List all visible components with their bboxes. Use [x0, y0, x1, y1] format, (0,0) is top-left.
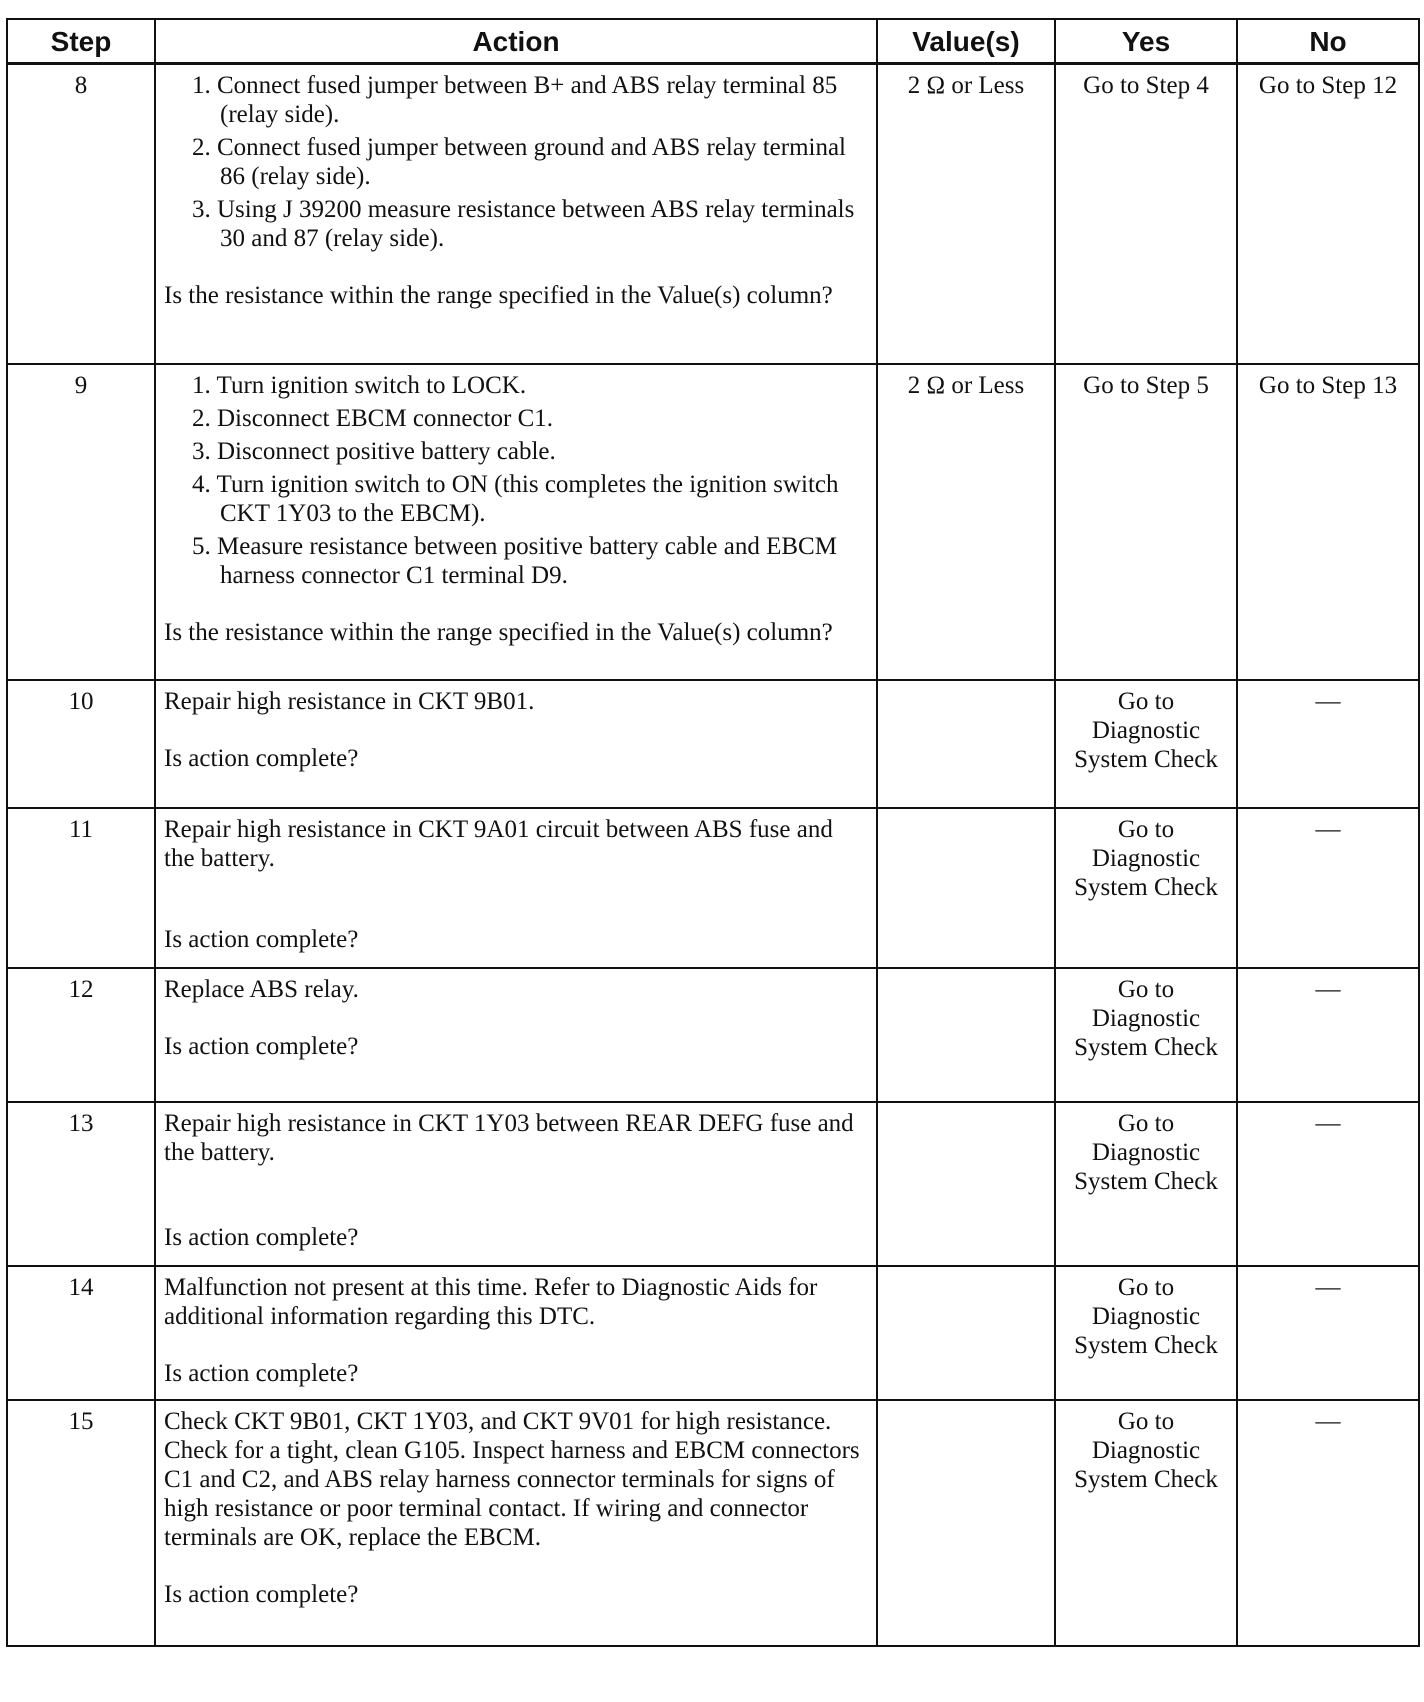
yes-cell: Go to Step 5 — [1055, 364, 1237, 680]
action-question: Is action complete? — [164, 925, 359, 953]
substep: 5. Measure resistance between positive battery cable and EBCM harness connector C1 terminal D9. — [192, 532, 837, 589]
table-row — [7, 1102, 1419, 1266]
action-cell — [155, 64, 877, 364]
action-cell — [155, 1102, 877, 1266]
action-text: Repair high resistance in CKT 9B01. — [164, 687, 535, 715]
no-cell: — — [1237, 1102, 1419, 1266]
step-number: 9 — [7, 364, 155, 680]
step-number: 14 — [7, 1266, 155, 1400]
substep: 2. Disconnect EBCM connector C1. — [192, 404, 554, 432]
no-cell: — — [1237, 808, 1419, 968]
substep: 3. Using J 39200 measure resistance between ABS relay terminals 30 and 87 (relay side). — [192, 196, 855, 252]
action-cell — [155, 680, 877, 808]
value-cell — [877, 1400, 1055, 1646]
action-question: Is action complete? — [164, 1032, 359, 1060]
action-question: Is the resistance within the range specified in the Value(s) column? — [164, 618, 833, 646]
action-text: Malfunction not present at this time. Refer to Diagnostic Aids for additional information regarding this DTC. — [164, 1273, 818, 1330]
substep: 4. Turn ignition switch to ON (this completes the ignition switch CKT 1Y03 to the EBCM). — [192, 470, 839, 527]
action-text: Repair high resistance in CKT 9A01 circuit between ABS fuse and the battery. — [164, 815, 833, 872]
diagnostic-table — [6, 18, 1420, 1647]
table-row — [7, 64, 1419, 364]
action-text: Check CKT 9B01, CKT 1Y03, and CKT 9V01 for high resistance. Check for a tight, clean G105. Inspect harness and EBCM connectors C1 and C2, and ABS relay harness connector terminals for signs of high resistance or poor terminal contact. If wiring and connector terminals are OK, replace the EBCM. — [164, 1407, 860, 1551]
table-row — [7, 1400, 1419, 1646]
yes-cell: Go to Diagnostic System Check — [1055, 680, 1237, 808]
action-cell — [155, 364, 877, 680]
header-values: Value(s) — [877, 19, 1055, 64]
value-cell — [877, 968, 1055, 1102]
no-cell: — — [1237, 680, 1419, 808]
header-step: Step — [7, 19, 155, 64]
header-no: No — [1237, 19, 1419, 64]
value-cell — [877, 1102, 1055, 1266]
action-cell — [155, 1400, 877, 1646]
no-cell: — — [1237, 1266, 1419, 1400]
step-number: 11 — [7, 808, 155, 968]
action-cell — [155, 808, 877, 968]
yes-cell: Go to Step 4 — [1055, 64, 1237, 364]
table-header-row — [7, 19, 1419, 64]
value-cell: 2 Ω or Less — [877, 64, 1055, 364]
value-cell — [877, 680, 1055, 808]
step-number: 8 — [7, 64, 155, 364]
action-question: Is the resistance within the range specified in the Value(s) column? — [164, 282, 833, 309]
yes-cell: Go to Diagnostic System Check — [1055, 1400, 1237, 1646]
yes-cell: Go to Diagnostic System Check — [1055, 968, 1237, 1102]
yes-cell: Go to Diagnostic System Check — [1055, 808, 1237, 968]
header-action: Action — [155, 19, 877, 64]
substep-list — [164, 71, 868, 253]
step-number: 13 — [7, 1102, 155, 1266]
yes-cell: Go to Diagnostic System Check — [1055, 1102, 1237, 1266]
step-number: 10 — [7, 680, 155, 808]
no-cell: — — [1237, 1400, 1419, 1646]
action-question: Is action complete? — [164, 1223, 359, 1251]
header-yes: Yes — [1055, 19, 1237, 64]
action-question: Is action complete? — [164, 744, 359, 772]
yes-cell: Go to Diagnostic System Check — [1055, 1266, 1237, 1400]
substep: 1. Connect fused jumper between B+ and ABS relay terminal 85 (relay side). — [192, 72, 838, 128]
table-row — [7, 808, 1419, 968]
value-cell: 2 Ω or Less — [877, 364, 1055, 680]
value-cell — [877, 1266, 1055, 1400]
table-row — [7, 1266, 1419, 1400]
action-text: Repair high resistance in CKT 1Y03 between REAR DEFG fuse and the battery. — [164, 1109, 854, 1166]
substep-list — [164, 371, 868, 590]
substep: 1. Turn ignition switch to LOCK. — [192, 371, 527, 399]
no-cell: — — [1237, 968, 1419, 1102]
action-question: Is action complete? — [164, 1580, 359, 1608]
diagnostic-page — [6, 18, 1418, 1647]
no-cell: Go to Step 13 — [1237, 364, 1419, 680]
value-cell — [877, 808, 1055, 968]
table-row — [7, 968, 1419, 1102]
action-cell — [155, 968, 877, 1102]
action-cell — [155, 1266, 877, 1400]
step-number: 12 — [7, 968, 155, 1102]
substep: 2. Connect fused jumper between ground and ABS relay terminal 86 (relay side). — [192, 134, 847, 190]
substep: 3. Disconnect positive battery cable. — [192, 437, 556, 465]
step-number: 15 — [7, 1400, 155, 1646]
action-text: Replace ABS relay. — [164, 975, 359, 1003]
table-row — [7, 364, 1419, 680]
table-row — [7, 680, 1419, 808]
no-cell: Go to Step 12 — [1237, 64, 1419, 364]
action-question: Is action complete? — [164, 1359, 359, 1387]
